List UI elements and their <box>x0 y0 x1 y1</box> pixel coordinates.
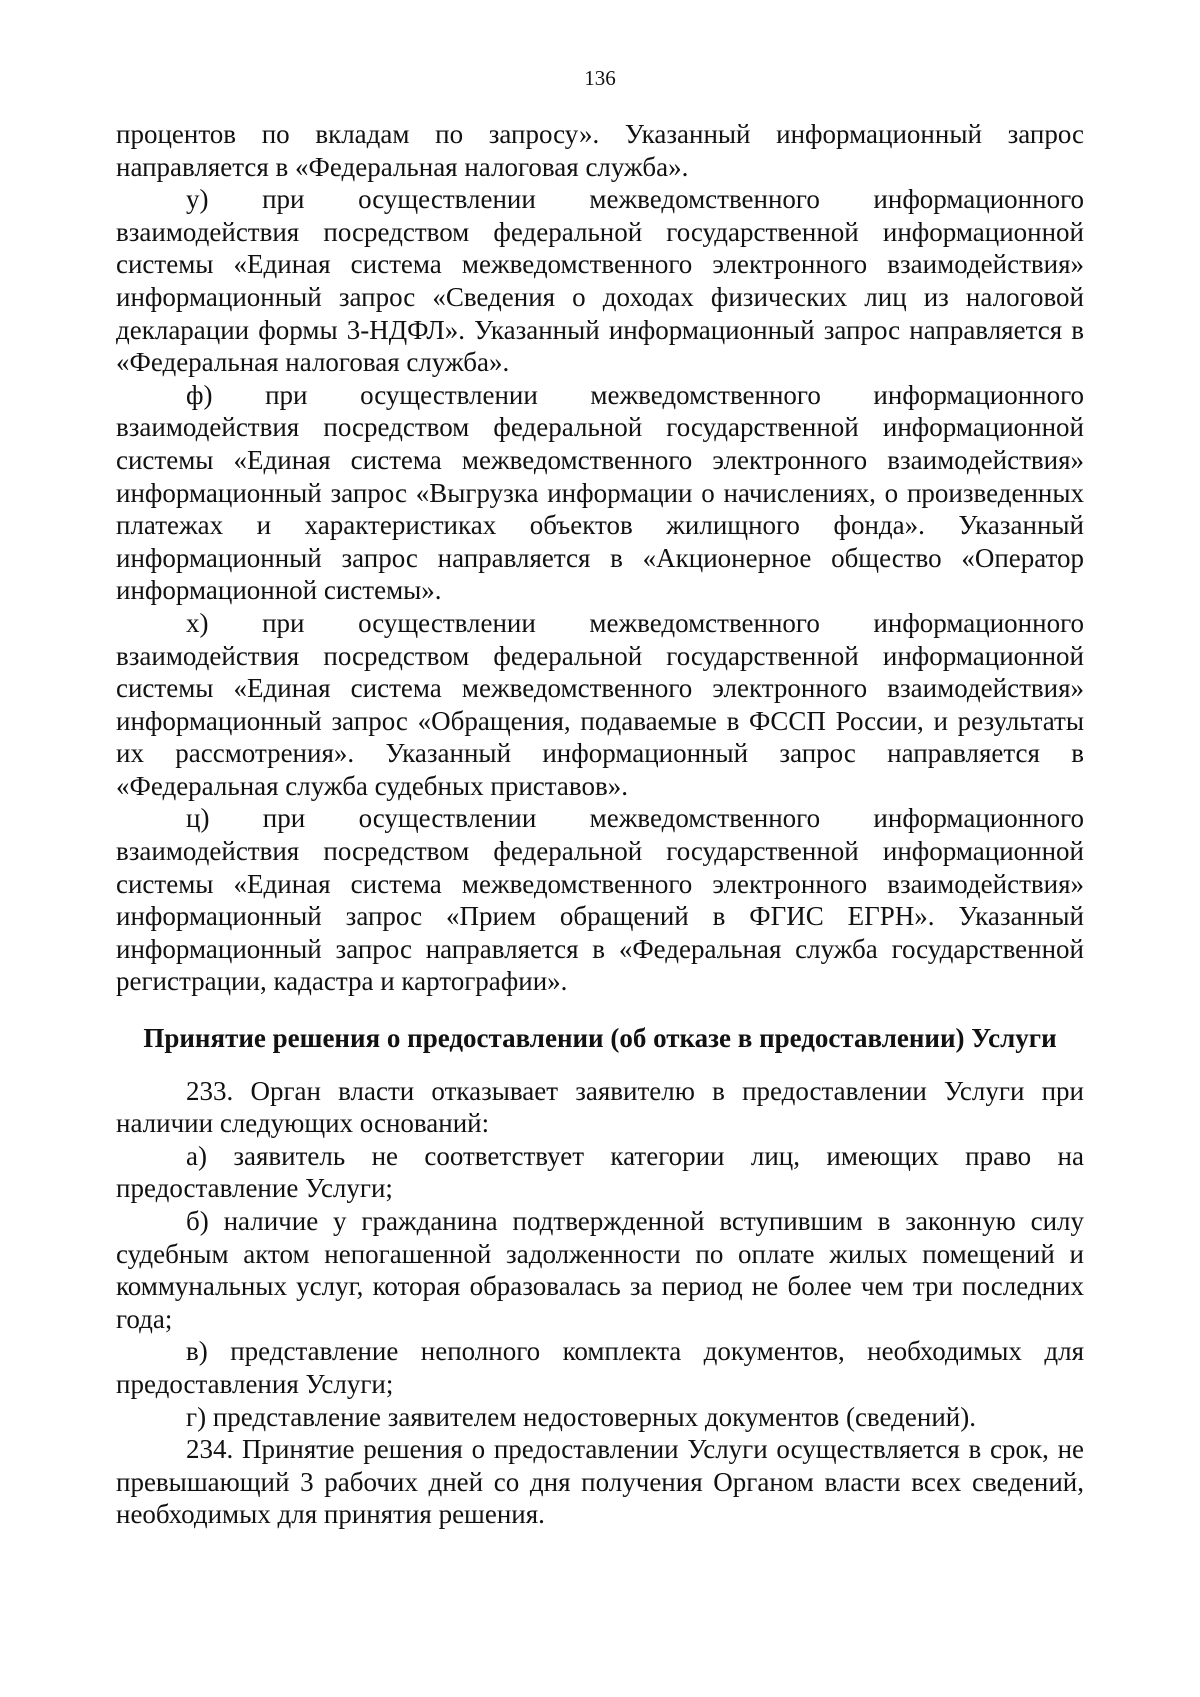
paragraph-item-u: у) при осуществлении межведомственного информационного взаимодействия посредством федеральной государственной информационной системы «Единая система межведомственного электронного взаимодействия» информационный запрос «Сведения о доходах физических лиц из налоговой декларации формы 3-НДФЛ». Указанный информационный запрос направляется в «Федеральная налоговая служба». <box>116 184 1084 378</box>
paragraph-item-ts: ц) при осуществлении межведомственного информационного взаимодействия посредством федеральной государственной информационной системы «Единая система межведомственного электронного взаимодействия» информационный запрос «Прием обращений в ФГИС ЕГРН». Указанный информационный запрос направляется в «Федеральная служба государственной регистрации, кадастра и картографии». <box>116 803 1084 997</box>
paragraph-item-v: в) представление неполного комплекта документов, необходимых для предоставления Услуги; <box>116 1336 1084 1399</box>
document-body <box>116 118 1084 1531</box>
paragraph-item-g: г) представление заявителем недостоверных документов (сведений). <box>186 1401 976 1432</box>
paragraph-continuation: процентов по вкладам по запросу». Указанный информационный запрос направляется в «Федеральная налоговая служба». <box>116 119 1084 182</box>
paragraph-233: 233. Орган власти отказывает заявителю в предоставлении Услуги при наличии следующих оснований: <box>116 1075 1084 1139</box>
paragraph-item-kh: х) при осуществлении межведомственного информационного взаимодействия посредством федеральной государственной информационной системы «Единая система межведомственного электронного взаимодействия» информационный запрос «Обращения, подаваемые в ФССП России, и результаты их рассмотрения». Указанный информационный запрос направляется в «Федеральная служба судебных приставов». <box>116 607 1084 801</box>
paragraph-item-f: ф) при осуществлении межведомственного информационного взаимодействия посредством федеральной государственной информационной системы «Единая система межведомственного электронного взаимодействия» информационный запрос «Выгрузка информации о начислениях, о произведенных платежах и характеристиках объектов жилищного фонда». Указанный информационный запрос направляется в «Акционерное общество «Оператор информационной системы». <box>116 379 1084 606</box>
paragraph-item-b: б) наличие у гражданина подтвержденной вступившим в законную силу судебным актом непогашенной задолженности по оплате жилых помещений и коммунальных услуг, которая образовалась за период не более чем три последних года; <box>116 1206 1084 1334</box>
page-number: 136 <box>584 66 616 90</box>
section-heading: Принятие решения о предоставлении (об отказе в предоставлении) Услуги <box>143 1023 1057 1054</box>
paragraph-234: 234. Принятие решения о предоставлении Услуги осуществляется в срок, не превышающий 3 рабочих дней со дня получения Органом власти всех сведений, необходимых для принятия решения. <box>116 1434 1084 1530</box>
paragraph-item-a: а) заявитель не соответствует категории лиц, имеющих право на предоставление Услуги; <box>116 1140 1084 1204</box>
